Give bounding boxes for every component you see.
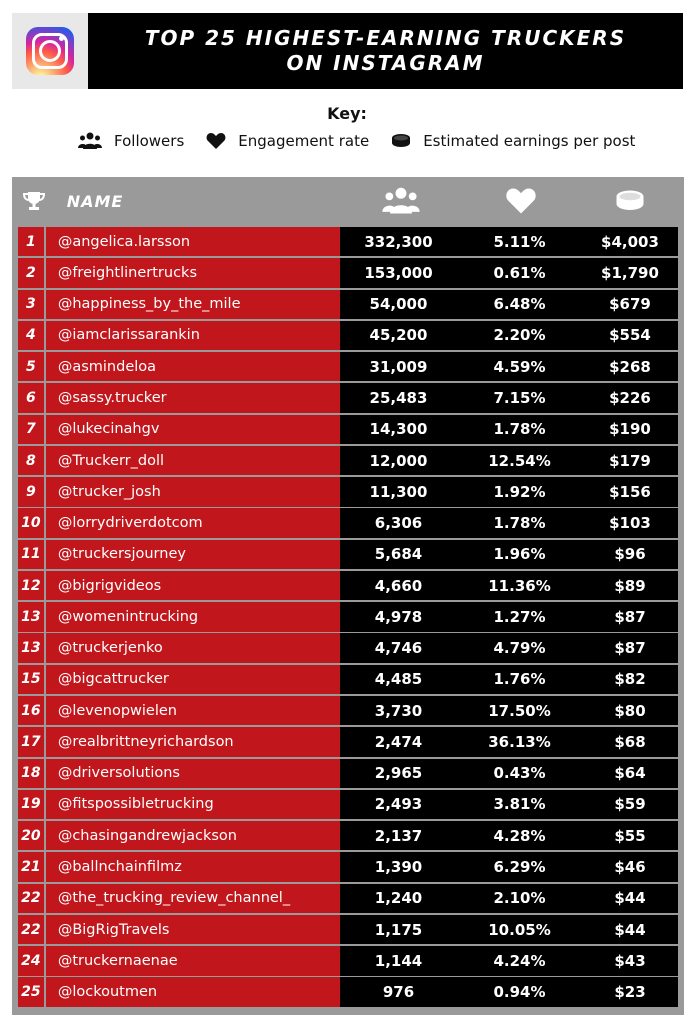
followers-cell: 976 (382, 983, 415, 1002)
coins-icon (614, 189, 646, 213)
data-cells (340, 477, 678, 506)
earnings-cell: $87 (614, 639, 646, 658)
key-earnings (391, 132, 635, 150)
followers-cell: 14,300 (369, 420, 428, 439)
followers-cell: 11,300 (369, 482, 428, 501)
table-row (18, 352, 678, 381)
followers-cell: 1,144 (374, 951, 423, 970)
name-cell: @lockoutmen (46, 977, 340, 1006)
engagement-cell: 1.96% (493, 545, 546, 564)
table-row (18, 602, 678, 631)
rank-cell: 21 (18, 852, 44, 881)
engagement-cell: 2.10% (493, 889, 546, 908)
name-cell: @Truckerr_doll (46, 446, 340, 475)
earnings-cell: $43 (614, 951, 646, 970)
earnings-cell: $190 (609, 420, 651, 439)
table-row (18, 477, 678, 506)
engagement-cell: 1.78% (493, 420, 546, 439)
followers-cell: 5,684 (374, 545, 423, 564)
earnings-cell: $59 (614, 795, 646, 814)
data-cells (340, 977, 678, 1006)
engagement-cell: 5.11% (493, 232, 546, 251)
followers-cell: 332,300 (364, 232, 433, 251)
followers-cell: 4,746 (374, 639, 423, 658)
followers-cell: 1,390 (374, 858, 423, 876)
name-cell: @asmindeloa (46, 352, 340, 381)
title-line-2: ON INSTAGRAM (286, 51, 485, 75)
table-row (18, 915, 678, 944)
data-cells (340, 415, 678, 444)
data-cells (340, 446, 678, 475)
name-cell: @chasingandrewjackson (46, 821, 340, 850)
earnings-cell: $68 (614, 732, 646, 751)
engagement-cell: 36.13% (488, 732, 551, 751)
name-cell: @the_trucking_review_channel_ (46, 884, 340, 913)
data-cells (340, 508, 678, 537)
rank-cell: 10 (18, 508, 44, 537)
table-row (18, 633, 678, 662)
table-row (18, 446, 678, 475)
name-cell: @bigrigvideos (46, 571, 340, 600)
name-cell: @happiness_by_the_mile (46, 290, 340, 319)
data-cells (340, 759, 678, 788)
followers-cell: 4,660 (374, 576, 423, 595)
table-row (18, 977, 678, 1006)
th-followers (343, 187, 459, 215)
engagement-cell: 3.81% (493, 795, 546, 814)
followers-cell: 1,240 (374, 889, 423, 908)
engagement-cell: 0.61% (493, 263, 546, 282)
table-header (18, 177, 678, 225)
earnings-cell: $46 (614, 858, 646, 876)
heart-icon (505, 187, 537, 215)
earnings-cell: $80 (614, 701, 646, 720)
rank-cell: 25 (18, 977, 44, 1006)
earnings-cell: $82 (614, 670, 646, 689)
th-name: NAME (66, 191, 124, 211)
earnings-cell: $44 (614, 920, 646, 939)
key-followers-label: Followers (114, 132, 185, 150)
followers-cell: 4,978 (374, 607, 423, 626)
earnings-cell: $96 (614, 545, 646, 564)
rank-cell: 5 (18, 352, 44, 381)
engagement-cell: 2.20% (493, 326, 546, 345)
followers-icon (382, 187, 420, 215)
instagram-icon (26, 27, 74, 75)
rank-cell: 18 (18, 759, 44, 788)
data-cells (340, 383, 678, 412)
engagement-cell: 11.36% (488, 576, 551, 595)
earnings-cell: $89 (614, 576, 646, 595)
data-cells (340, 290, 678, 319)
title-line-1: TOP 25 HIGHEST-EARNING TRUCKERS (144, 26, 627, 50)
name-cell: @truckerjenko (46, 633, 340, 662)
key-title: Key: (327, 104, 367, 123)
rank-cell: 22 (18, 915, 44, 944)
table-row (18, 321, 678, 350)
earnings-cell: $103 (609, 514, 651, 533)
rank-cell: 13 (18, 602, 44, 631)
followers-cell: 6,306 (374, 514, 423, 533)
key-legend (78, 132, 657, 150)
rank-cell: 7 (18, 415, 44, 444)
trophy-icon (23, 191, 45, 211)
engagement-cell: 1.76% (493, 670, 546, 689)
table-row (18, 290, 678, 319)
table-row (18, 540, 678, 569)
name-cell: @BigRigTravels (46, 915, 340, 944)
engagement-cell: 0.94% (493, 983, 546, 1002)
rank-cell: 1 (18, 227, 44, 256)
earnings-cell: $23 (614, 983, 646, 1002)
engagement-cell: 17.50% (488, 701, 551, 720)
data-cells (340, 227, 678, 256)
th-engagement (459, 187, 583, 215)
followers-cell: 2,137 (374, 826, 423, 845)
key-followers (78, 132, 184, 150)
data-cells (340, 571, 678, 600)
followers-cell: 3,730 (374, 701, 423, 720)
rank-cell: 12 (18, 571, 44, 600)
data-cells (340, 946, 678, 975)
table-row (18, 696, 678, 725)
rank-cell: 11 (18, 540, 44, 569)
engagement-cell: 4.59% (493, 357, 546, 376)
name-cell: @iamclarissarankin (46, 321, 340, 350)
rank-cell: 8 (18, 446, 44, 475)
rank-cell: 3 (18, 290, 44, 319)
engagement-cell: 10.05% (488, 920, 551, 939)
name-cell: @driversolutions (46, 759, 340, 788)
table-row (18, 852, 678, 881)
th-earnings (583, 189, 678, 213)
th-rank (18, 191, 51, 211)
rank-cell: 6 (18, 383, 44, 412)
table-body (18, 225, 678, 1007)
name-cell: @truckernaenae (46, 946, 340, 975)
name-cell: @realbrittneyrichardson (46, 727, 340, 756)
name-cell: @angelica.larsson (46, 227, 340, 256)
rank-cell: 20 (18, 821, 44, 850)
data-cells (340, 258, 678, 287)
data-cells (340, 821, 678, 850)
earnings-cell: $1,790 (601, 263, 659, 282)
engagement-cell: 1.92% (493, 482, 546, 501)
name-cell: @bigcattrucker (46, 665, 340, 694)
key-engagement-label: Engagement rate (238, 132, 370, 150)
name-cell: @fitspossibletrucking (46, 790, 340, 819)
followers-cell: 4,485 (374, 670, 423, 689)
data-cells (340, 884, 678, 913)
followers-cell: 153,000 (364, 263, 433, 282)
name-cell: @lukecinahgv (46, 415, 340, 444)
name-cell: @freightlinertrucks (46, 258, 340, 287)
earnings-cell: $226 (609, 389, 651, 408)
rank-cell: 13 (18, 633, 44, 662)
earnings-cell: $64 (614, 764, 646, 783)
data-cells (340, 352, 678, 381)
table-row (18, 665, 678, 694)
data-cells (340, 665, 678, 694)
coins-icon (391, 133, 411, 149)
table-row (18, 946, 678, 975)
data-cells (340, 633, 678, 662)
heart-icon (206, 132, 226, 150)
engagement-cell: 6.48% (493, 295, 546, 314)
table-row (18, 821, 678, 850)
name-cell: @lorrydriverdotcom (46, 508, 340, 537)
key-engagement (206, 132, 369, 150)
rank-cell: 4 (18, 321, 44, 350)
title-box (88, 13, 683, 89)
table-row (18, 571, 678, 600)
name-cell: @levenopwielen (46, 696, 340, 725)
logo-box (12, 13, 88, 89)
followers-cell: 12,000 (369, 451, 428, 470)
earnings-cell: $679 (609, 295, 651, 314)
header (12, 13, 683, 89)
earnings-cell: $179 (609, 451, 651, 470)
table-row (18, 790, 678, 819)
followers-cell: 1,175 (374, 920, 423, 939)
earnings-cell: $554 (609, 326, 651, 345)
earnings-cell: $87 (614, 607, 646, 626)
name-cell: @trucker_josh (46, 477, 340, 506)
data-cells (340, 602, 678, 631)
data-cells (340, 727, 678, 756)
table-row (18, 227, 678, 256)
ranking-table (12, 177, 684, 1015)
engagement-cell: 1.78% (493, 514, 546, 533)
table-row (18, 759, 678, 788)
followers-cell: 45,200 (369, 326, 428, 345)
data-cells (340, 790, 678, 819)
name-cell: @ballnchainfilmz (46, 852, 340, 881)
earnings-cell: $55 (614, 826, 646, 845)
rank-cell: 19 (18, 790, 44, 819)
earnings-cell: $268 (609, 357, 651, 376)
data-cells (340, 321, 678, 350)
engagement-cell: 12.54% (488, 451, 551, 470)
followers-cell: 2,474 (374, 732, 423, 751)
rank-cell: 2 (18, 258, 44, 287)
engagement-cell: 6.29% (493, 858, 546, 876)
rank-cell: 16 (18, 696, 44, 725)
engagement-cell: 7.15% (493, 389, 546, 408)
table-row (18, 884, 678, 913)
data-cells (340, 540, 678, 569)
engagement-cell: 1.27% (493, 607, 546, 626)
earnings-cell: $44 (614, 889, 646, 908)
engagement-cell: 0.43% (493, 764, 546, 783)
data-cells (340, 852, 678, 881)
earnings-cell: $4,003 (601, 232, 659, 251)
followers-cell: 31,009 (369, 357, 428, 376)
followers-cell: 2,493 (374, 795, 423, 814)
table-row (18, 415, 678, 444)
followers-icon (78, 132, 102, 150)
engagement-cell: 4.24% (493, 951, 546, 970)
table-row (18, 727, 678, 756)
name-cell: @womenintrucking (46, 602, 340, 631)
data-cells (340, 696, 678, 725)
table-row (18, 508, 678, 537)
rank-cell: 24 (18, 946, 44, 975)
rank-cell: 22 (18, 884, 44, 913)
data-cells (340, 915, 678, 944)
key-earnings-label: Estimated earnings per post (423, 132, 636, 150)
followers-cell: 54,000 (369, 295, 428, 314)
rank-cell: 15 (18, 665, 44, 694)
followers-cell: 2,965 (374, 764, 423, 783)
followers-cell: 25,483 (369, 389, 428, 408)
engagement-cell: 4.79% (493, 639, 546, 658)
rank-cell: 17 (18, 727, 44, 756)
name-cell: @truckersjourney (46, 540, 340, 569)
earnings-cell: $156 (609, 482, 651, 501)
rank-cell: 9 (18, 477, 44, 506)
table-row (18, 383, 678, 412)
engagement-cell: 4.28% (493, 826, 546, 845)
name-cell: @sassy.trucker (46, 383, 340, 412)
table-row (18, 258, 678, 287)
